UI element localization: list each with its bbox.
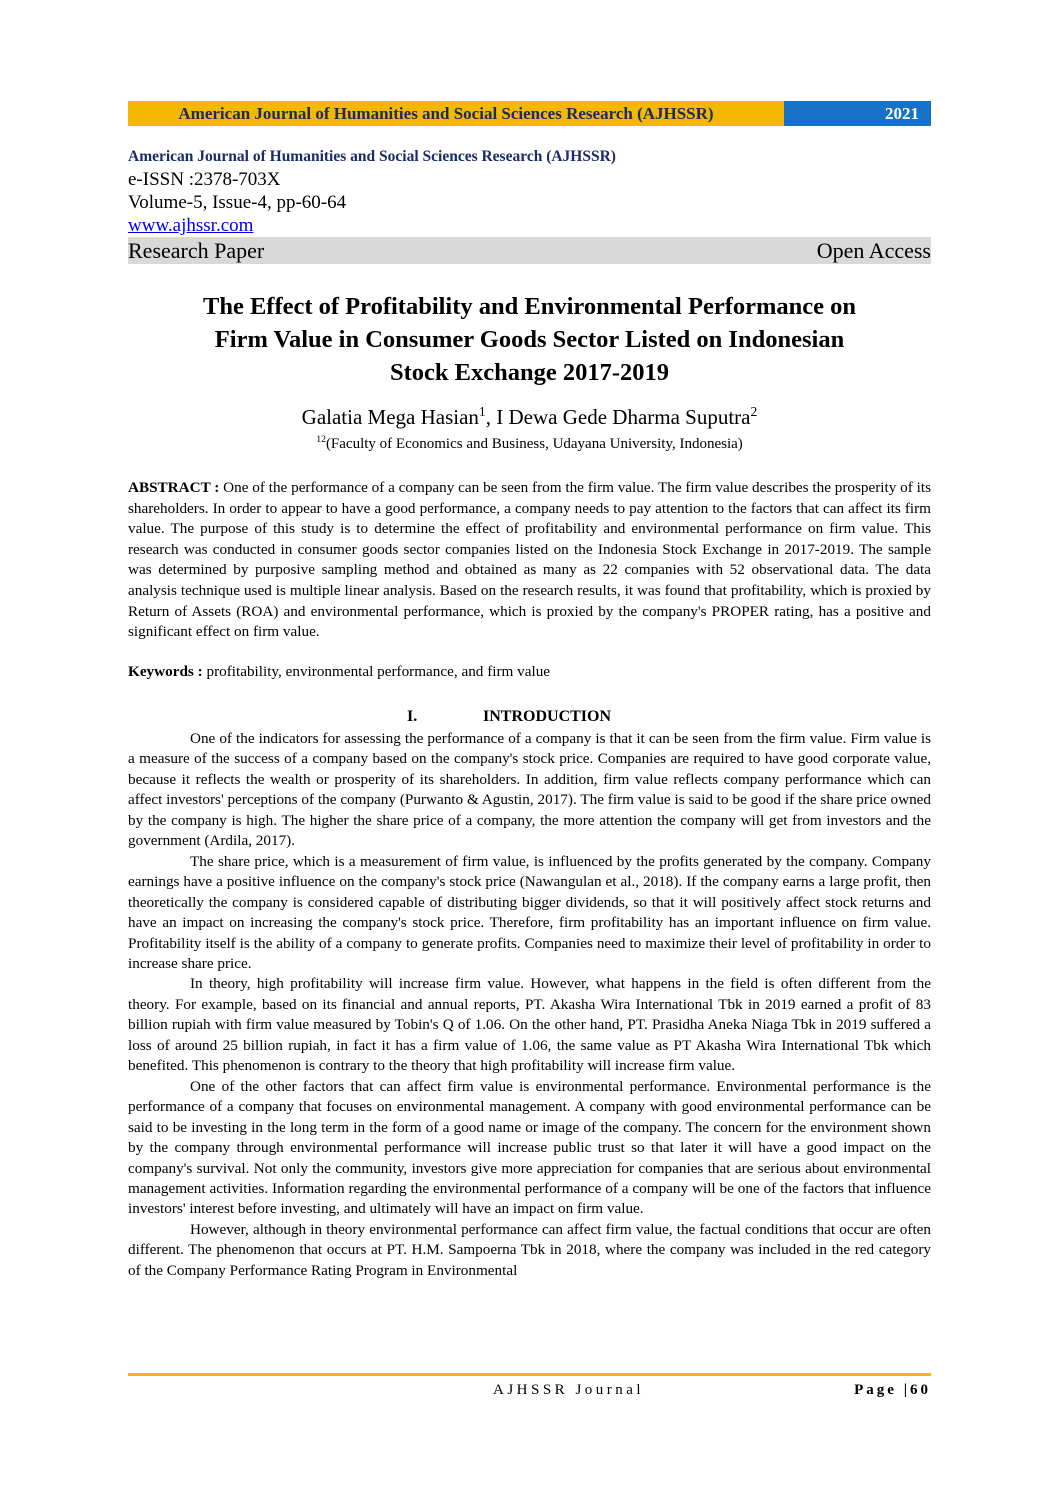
- title-line: The Effect of Profitability and Environmental Performance on: [202, 293, 857, 320]
- footer-divider: [128, 1373, 931, 1376]
- paragraph: One of the other factors that can affect firm value is environmental performance. Environmental performance is the performance of a company that focuses on environmental management. A company with good environmental performance can be said to be investing in the long term in the form of a good name or image of the company. The concern for the environment shown by the company through environmental performance will increase public trust so that later it will have a good impact on the company's survival. Not only the community, investors give more appreciation for companies that are serious about environmental management activities. Information regarding the environmental performance of a company will be one of the factors that influence investors' interest before investing, and ultimately will have an impact on firm value.: [128, 1077, 931, 1218]
- paragraph: The share price, which is a measurement of firm value, is influenced by the profits generated by the company. Company earnings have a positive influence on the company's stock price (Nawangulan et al., 2018). If the company earns a large profit, then theoretically the company is considered capable of distributing bigger dividends, so that it will positively affect stock returns and have an impact on increasing the company's stock price. Therefore, firm profitability has an important influence on firm value. Profitability itself is the ability of a company to generate profits. Companies need to maximize their level of profitability in order to increase share price.: [128, 852, 931, 972]
- journal-name: American Journal of Humanities and Social Sciences Research (AJHSSR): [128, 148, 616, 165]
- paragraph: In theory, high profitability will increase firm value. However, what happens in the field is often different from the theory. For example, based on its financial and annual reports, PT. Akasha Wira International Tbk in 2019 earned a profit of 83 billion rupiah with firm value measured by Tobin's Q of 1.06. On the other hand, PT. Prasidha Aneka Niaga Tbk in 2019 suffered a loss of around 25 billion rupiah, in fact it has a firm value of 1.06, the same value as PT Akasha Wira International Tbk which benefited. This phenomenon is contrary to the theory that high profitability will increase firm value.: [128, 975, 931, 1075]
- abstract: [128, 478, 931, 643]
- author-affiliation-mark: 2: [750, 404, 758, 419]
- abstract-text: One of the performance of a company can be seen from the firm value. The firm value describes the prosperity of its shareholders. In order to appear to have a good performance, a company needs to pay attention to the factors that can affect its firm value. The purpose of this study is to determine the effect of profitability and environmental performance on firm value. This research was conducted in consumer goods sector companies listed on the Indonesia Stock Exchange in 2017-2019. The sample was determined by purposive sampling method and obtained as many as 22 companies with 52 observational data. The data analysis technique used is multiple linear analysis. Based on the research results, it was found that profitability, which is proxied by Return of Assets (ROA) and environmental performance, which is proxied by the company's PROPER rating, has a positive and significant effect on firm value.: [128, 479, 931, 641]
- abstract-label: ABSTRACT :: [128, 479, 220, 496]
- paper-type: Research Paper: [128, 238, 265, 263]
- journal-meta: [128, 146, 931, 264]
- affiliation-text: (Faculty of Economics and Business, Udayana University, Indonesia): [325, 436, 743, 452]
- affiliation: [128, 434, 931, 454]
- keywords: [128, 662, 931, 683]
- paragraph: However, although in theory environmental performance can affect firm value, the factual conditions that occur are often different. The phenomenon that occurs at PT. H.M. Sampoerna Tbk in 2018, where the company was included in the red category of the Company Performance Rating Program in Environmental: [128, 1220, 931, 1279]
- page-footer: [128, 1380, 931, 1400]
- author-name: I Dewa Gede Dharma Suputra: [496, 405, 751, 429]
- journal-banner: [128, 101, 931, 126]
- title-line: Stock Exchange 2017-2019: [389, 359, 670, 386]
- paper-type-bar: [128, 237, 931, 264]
- author-separator: ,: [485, 405, 497, 429]
- introduction-body: [128, 729, 931, 1281]
- issn: e-ISSN :2378-703X: [128, 169, 281, 190]
- author-list: [128, 403, 931, 431]
- access-type: Open Access: [816, 238, 931, 263]
- banner-year: 2021: [784, 101, 931, 126]
- page-number: Page |60: [854, 1382, 931, 1398]
- title-line: Firm Value in Consumer Goods Sector Listed on Indonesian: [214, 326, 845, 353]
- website-link[interactable]: www.ajhssr.com: [128, 215, 254, 236]
- section-number: I.: [407, 708, 418, 725]
- paragraph: One of the indicators for assessing the performance of a company is that it can be seen from the firm value. Firm value is a measure of the success of a company based on the company's stock price. Companies are required to have good corporate value, because it reflects the wealth or prosperity of its shareholders. In addition, firm value reflects company performance which can affect investors' perceptions of the company (Purwanto & Agustin, 2017). The firm value is said to be good if the share price owned by the company is high. The higher the share price of a company, the more attention the company will get from investors and the government (Ardila, 2017).: [128, 730, 931, 850]
- author-affiliation-mark: 1: [478, 404, 486, 419]
- keywords-text: profitability, environmental performance, and firm value: [202, 663, 551, 680]
- author-name: Galatia Mega Hasian: [301, 405, 479, 429]
- volume-info: Volume-5, Issue-4, pp-60-64: [128, 192, 347, 213]
- banner-journal-title: American Journal of Humanities and Social Sciences Research (AJHSSR): [128, 101, 784, 126]
- paper-title: [128, 290, 931, 389]
- footer-journal: AJHSSR Journal: [493, 1382, 645, 1398]
- section-title: INTRODUCTION: [483, 708, 612, 725]
- keywords-label: Keywords :: [128, 663, 203, 680]
- affiliation-mark: 12: [316, 434, 326, 445]
